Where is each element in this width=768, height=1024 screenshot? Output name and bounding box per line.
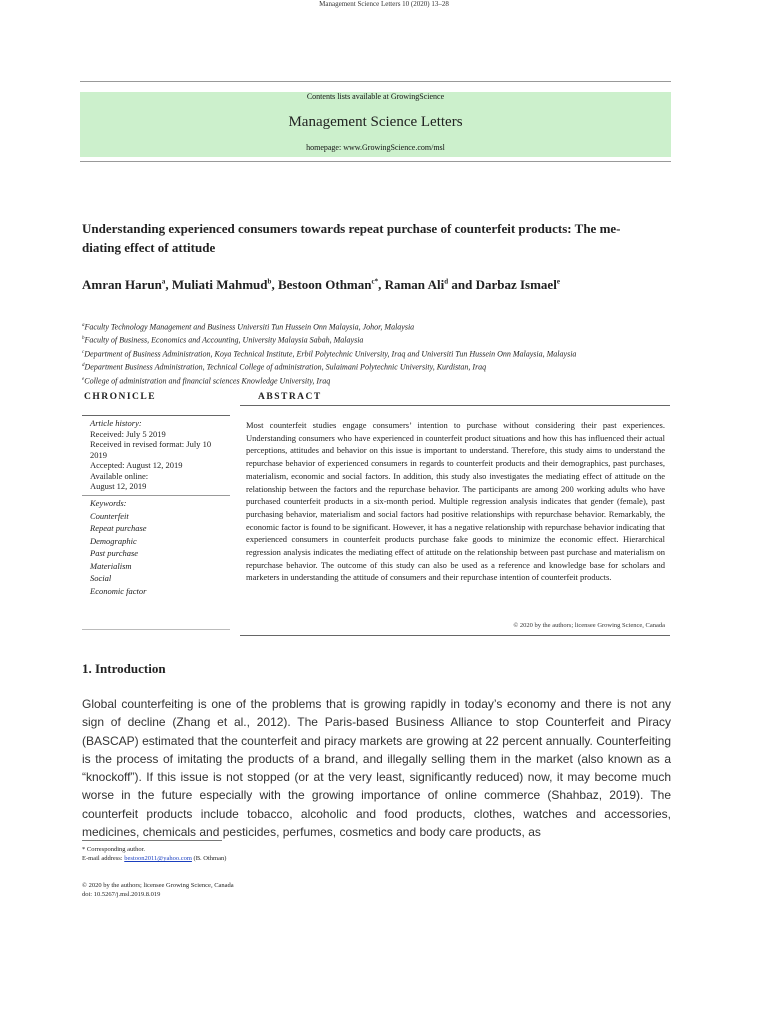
history-entry: Accepted: August 12, 2019 — [90, 460, 183, 470]
history-entry: August 12, 2019 — [90, 481, 147, 491]
keyword: Materialism — [90, 560, 132, 571]
footer-copyright: © 2020 by the authors; licensee Growing Science, Canada — [82, 882, 234, 889]
affiliation-mark: e — [82, 376, 85, 382]
keyword: Economic factor — [90, 585, 147, 596]
author-separator: and — [448, 277, 476, 292]
email-line — [82, 854, 482, 863]
abstract-text: Most counterfeit studies engage consumers’ intention to purchase without considering their past experiences. Understanding consumers who have experienced in counterfeit product situations and how this has influenced their actual perceptions, attitudes and behavior on this issue is important to understand. Therefore, this study aims to understand the repurchase behavior of experienced consumers in regards to counterfeit products and their demographics, past purchases, materialism, economic and social factors. In addition, this study also investigates the mediating effect of attitude on the relationship between the factors and the repurchase behavior. The participants are among 200 working adults who have purchased counterfeit products in a six-month period. Multiple regression analysis indicates that gender (female), past purchasing behavior, materialism and social factors had positive relationships with repurchase behavior. Remarkably, the economic factor is found to be significant. However, it has a negative relationship with repurchase behavior indicating that experienced consumers in counterfeit products purchase fake goods to minimize the economic effect. Hierarchical regression analysis indicates the mediating effect of attitude on the relationship between past purchase and materialism on repurchase behavior. The outcome of this study can also be used as a reference and knowledge base for scholars and marketers in understanding the attitude of consumers and their repurchase intention of counterfeit products. — [246, 420, 665, 583]
affiliation-text: College of administration and financial sciences Knowledge University, Iraq — [84, 376, 331, 386]
article-history-label: Article history: — [90, 418, 142, 428]
author-name: Raman Ali — [384, 277, 445, 292]
title-line: Understanding experienced consumers towards repeat purchase of counterfeit products: The me- — [82, 221, 621, 236]
author-name: Darbaz Ismael — [475, 277, 557, 292]
email-link[interactable]: bestoon2011@yahoo.com — [124, 855, 192, 862]
affiliation-text: Department Business Administration, Technical College of administration, Sulaimani Polytechnic University, Kurdistan, Iraq — [84, 363, 487, 373]
keyword: Social — [90, 573, 112, 583]
affiliation — [82, 333, 670, 346]
author-name: Muliati Mahmud — [171, 277, 268, 292]
keywords — [90, 497, 226, 597]
doi[interactable]: doi: 10.5267/j.msl.2019.8.019 — [82, 891, 161, 898]
journal-banner — [80, 92, 671, 157]
affiliation — [82, 320, 670, 333]
title-line: diating effect of attitude — [82, 240, 216, 255]
author-name: Amran Harun — [82, 277, 162, 292]
affiliation-mark: d — [82, 363, 85, 369]
running-header: Management Science Letters 10 (2020) 13–28 — [319, 0, 449, 8]
keyword: Repeat purchase — [90, 523, 147, 533]
author-affil-mark: e — [556, 277, 560, 286]
author-affil-mark: a — [161, 277, 166, 286]
author-affil-mark: d — [444, 277, 449, 286]
author-separator: , — [378, 277, 385, 292]
affiliation — [82, 374, 670, 387]
history-entry: Available online: — [90, 470, 149, 481]
keywords-label: Keywords: — [90, 498, 127, 508]
author-separator: , — [165, 277, 172, 292]
author-affil-mark: c* — [371, 277, 379, 286]
abstract-heading: ABSTRACT — [258, 392, 322, 402]
email-owner: (B. Othman) — [193, 855, 227, 862]
copyright-footer — [82, 881, 482, 899]
affiliation-text: Department of Business Administration, Koya Technical Institute, Erbil Polytechnic University, Iraq and Universiti Tun Hussein Onn Malaysia, Malaysia — [84, 349, 577, 359]
affiliation-mark: c — [82, 349, 85, 355]
introduction-heading: 1. Introduction — [82, 661, 166, 676]
chronicle-heading: CHRONICLE — [84, 392, 157, 402]
author-separator: , — [271, 277, 278, 292]
affiliation-mark: b — [82, 336, 85, 342]
keyword: Past purchase — [90, 548, 139, 558]
paper-title — [82, 219, 670, 257]
history-entry: Received: July 5 2019 — [90, 428, 166, 439]
corresponding-author-note: * Corresponding author. — [82, 846, 146, 853]
keyword: Counterfeit — [90, 510, 129, 521]
affiliation-list — [82, 320, 670, 387]
history-entry: Received in revised format: July 10 2019 — [90, 439, 212, 460]
article-history — [90, 418, 226, 492]
availability-note: Contents lists available at GrowingScience — [306, 92, 445, 101]
introduction-paragraph: Global counterfeiting is one of the problems that is growing rapidly in today’s economy and there is not any sign of decline (Zhang et al., 2012). The Paris-based Business Alliance to stop Counterfeit and Piracy (BASCAP) estimated that the counterfeit and piracy markets are growing at 22 percent annually. Counterfeiting is the process of imitating the products of a brand, and illegally selling them in the market (also known as a “knockoff”). If this issue is not stopped (or at the very least, significantly reduced) now, it may become much worse in the future especially with the growing importance of online commerce (Shahbaz, 2019). The counterfeit products include tobacco, alcoholic and food products, clothes, watches and accessories, medicines, chemicals and pesticides, perfumes, cosmetics and body care products, as — [82, 697, 671, 840]
author-affil-mark: b — [267, 277, 272, 286]
chronicle-divider — [82, 495, 230, 496]
journal-name: Management Science Letters — [288, 114, 463, 130]
journal-homepage[interactable]: homepage: www.GrowingScience.com/msl — [306, 143, 445, 152]
affiliation-text: Faculty of Business, Economics and Accounting, University Malaysia Sabah, Malaysia — [84, 336, 364, 346]
author-list — [82, 277, 670, 293]
footnote-rule — [82, 840, 222, 841]
affiliation-text: Faculty Technology Management and Business Universiti Tun Hussein Onn Malaysia, Johor, Malaysia — [84, 322, 415, 332]
footnote — [82, 845, 482, 863]
affiliation — [82, 360, 670, 373]
author-name: Bestoon Othman — [277, 277, 372, 292]
affiliation — [82, 347, 670, 360]
keyword: Demographic — [90, 535, 137, 546]
header-rule-bottom — [80, 161, 671, 162]
affiliation-mark: a — [82, 323, 85, 328]
email-label: E-mail address: — [82, 855, 123, 862]
header-rule-top — [80, 81, 671, 82]
abstract-copyright: © 2020 by the authors; licensee Growing Science, Canada — [513, 622, 665, 629]
